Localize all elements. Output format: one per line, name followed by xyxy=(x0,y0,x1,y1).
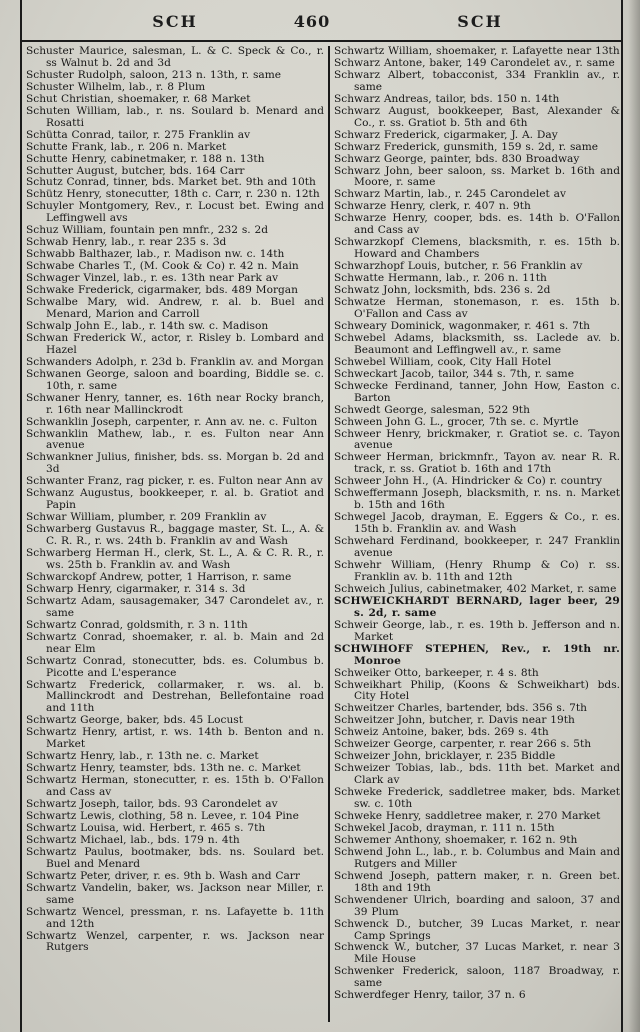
directory-entry: Schwanz Augustus, bookkeeper, r. al. b. Gratiot and Papin xyxy=(26,487,324,512)
directory-entry: Schwartz Joseph, tailor, bds. 93 Carondelet av xyxy=(26,798,278,811)
directory-entry: Schut Christian, shoemaker, r. 68 Market xyxy=(26,92,251,105)
directory-entry: Schwarze Henry, clerk, r. 407 n. 9th xyxy=(334,200,531,213)
directory-entry: SCHWEICKHARDT BERNARD, lager beer, 29 s. 2d, r. same xyxy=(334,594,620,619)
directory-entry: Schweckart Jacob, tailor, 344 s. 7th, r. same xyxy=(334,367,574,380)
directory-entry: Schwartz Paulus, bootmaker, bds. ns. Soulard bet. Buel and Menard xyxy=(26,845,324,870)
directory-entry: Schwarz August, bookkeeper, Bast, Alexander & Co., r. ss. Gratiot b. 5th and 6th xyxy=(334,104,620,129)
directory-entry: Schütz Henry, stonecutter, 18th c. Carr, r. 230 n. 12th xyxy=(26,188,320,201)
directory-entry: Schwarzkopf Clemens, blacksmith, r. es. 15th b. Howard and Chambers xyxy=(334,236,620,261)
directory-entry: Schwanen George, saloon and boarding, Biddle se. c. 10th, r. same xyxy=(26,367,324,392)
directory-entry: Schweitzer John, butcher, r. Davis near 19th xyxy=(334,714,575,727)
directory-entry: Schwend Joseph, pattern maker, r. n. Green bet. 18th and 19th xyxy=(334,869,620,894)
directory-entry: Schwab Henry, lab., r. rear 235 s. 3d xyxy=(26,236,227,249)
directory-entry: Schwalp John E., lab., r. 14th sw. c. Madison xyxy=(26,319,269,332)
directory-columns xyxy=(26,46,620,1022)
directory-entry: Schwartz Michael, lab., bds. 179 n. 4th xyxy=(26,833,240,846)
directory-entry: Schweer Henry, brickmaker, r. Gratiot se. c. Tayon avenue xyxy=(334,427,620,452)
directory-entry: Schwarz George, painter, bds. 830 Broadway xyxy=(334,152,580,165)
directory-entry: Schwanklin Mathew, lab., r. es. Fulton near Ann avenue xyxy=(26,427,324,452)
directory-entry: Schwanter Franz, rag picker, r. es. Fulton near Ann av xyxy=(26,475,323,488)
directory-entry: Schwebel Adams, blacksmith, ss. Laclede av. b. Beaumont and Leffingwell av., r. same xyxy=(334,331,620,356)
directory-entry: Schwanders Adolph, r. 23d b. Franklin av. and Morgan xyxy=(26,355,324,368)
header-section-label-left: SCH xyxy=(152,12,198,31)
directory-entry: Schuyler Montgomery, Rev., r. Locust bet. Ewing and Leffingwell avs xyxy=(26,200,324,225)
directory-entry: Schweizer John, bricklayer, r. 235 Biddle xyxy=(334,750,556,763)
directory-entry: Schwartz Lewis, clothing, 58 n. Levee, r. 104 Pine xyxy=(26,810,299,822)
directory-entry: Schwartz Henry, teamster, bds. 13th ne. c. Market xyxy=(26,762,301,775)
directory-entry: Schwedt George, salesman, 522 9th xyxy=(334,403,530,416)
directory-entry: Schwankner Julius, finisher, bds. ss. Morgan b. 2d and 3d xyxy=(26,451,324,476)
directory-entry: Schwend John L., lab., r. b. Columbus and Main and Rutgers and Miller xyxy=(334,845,620,870)
directory-entry: Schwatte Hermann, lab., r. 206 n. 11th xyxy=(334,272,547,285)
directory-entry: Schwartz Henry, artist, r. ws. 14th b. Benton and n. Market xyxy=(26,726,324,751)
directory-entry: Schwan Frederick W., actor, r. Risley b. Lombard and Hazel xyxy=(26,331,324,356)
directory-entry: Schweffermann Joseph, blacksmith, r. ns. n. Market b. 15th and 16th xyxy=(334,487,620,512)
directory-entry: Schwarz Antone, baker, 149 Carondelet av., r. same xyxy=(334,56,615,69)
directory-entry: Schwarz John, beer saloon, ss. Market b. 16th and Moore, r. same xyxy=(334,164,620,189)
directory-entry: Schweer Herman, brickmnfr., Tayon av. near R. R. track, r. ss. Gratiot b. 16th and 17th xyxy=(334,451,620,476)
directory-entry: Schwarze Henry, cooper, bds. es. 14th b. O'Fallon and Cass av xyxy=(334,212,620,237)
directory-entry: Schuten William, lab., r. ns. Soulard b. Menard and Rosatti xyxy=(26,104,324,129)
directory-entry: Schwarberg Herman H., clerk, St. L., A. & C. R. R., r. ws. 25th b. Franklin av. and Wash xyxy=(26,547,324,571)
directory-entry: Schweich Julius, cabinetmaker, 402 Market, r. same xyxy=(334,582,617,595)
directory-entry: Schwager Vinzel, lab., r. es. 13th near Park av xyxy=(26,272,279,285)
directory-entry: Schwarp Henry, cigarmaker, r. 314 s. 3d xyxy=(26,582,246,595)
directory-entry: Schwartz Peter, driver, r. es. 9th b. Wash and Carr xyxy=(26,869,300,882)
directory-entry: Schwenck D., butcher, 39 Lucas Market, r. near Camp Springs xyxy=(334,917,620,942)
directory-entry: Schuster Rudolph, saloon, 213 n. 13th, r. same xyxy=(26,68,282,81)
directory-entry: Schütta Conrad, tailor, r. 275 Franklin av xyxy=(26,128,251,141)
directory-entry: Schwartz Frederick, collarmaker, r. ws. al. b. Mallinckrodt and Destrehan, Bellefontaine road and 11th xyxy=(26,678,324,715)
directory-entry: Schwarz Albert, tobacconist, 334 Franklin av., r. same xyxy=(334,68,620,93)
directory-entry: Schwanklin Joseph, carpenter, r. Ann av. ne. c. Fulton xyxy=(26,415,318,428)
directory-entry: Schweizer Tobias, lab., bds. 11th bet. Market and Clark av xyxy=(334,762,620,787)
directory-entry: Schwendener Ulrich, boarding and saloon, 37 and 39 Plum xyxy=(334,893,620,918)
directory-entry: Schweke Frederick, saddletree maker, bds. Market sw. c. 10th xyxy=(334,786,620,811)
right-column xyxy=(334,46,620,1022)
directory-entry: Schwartz Wencel, pressman, r. ns. Lafayette b. 11th and 12th xyxy=(26,905,324,930)
directory-entry: Schwerdfeger Henry, tailor, 37 n. 6 xyxy=(334,989,526,1002)
directory-entry: Schwar William, plumber, r. 209 Franklin av xyxy=(26,511,267,524)
header-rule xyxy=(21,40,623,42)
directory-entry: Schwake Frederick, cigarmaker, bds. 489 Morgan xyxy=(26,284,298,297)
column-divider-rule xyxy=(328,46,330,1022)
directory-entry: Schwalbe Mary, wid. Andrew, r. al. b. Buel and Menard, Marion and Carroll xyxy=(26,296,324,320)
page-number: 460 xyxy=(293,12,331,31)
directory-entry: Schwartz Vandelin, baker, ws. Jackson near Miller, r. same xyxy=(26,881,324,906)
header-section-label-right: SCH xyxy=(457,12,503,31)
directory-entry: Schwehard Ferdinand, bookkeeper, r. 247 Franklin avenue xyxy=(334,535,620,560)
directory-entry: Schweary Dominick, wagonmaker, r. 461 s. 7th xyxy=(334,319,590,332)
directory-entry: Schuz William, fountain pen mnfr., 232 s. 2d xyxy=(26,224,269,237)
directory-entry: Schwabb Balthazer, lab., r. Madison nw. c. 14th xyxy=(26,248,285,261)
directory-entry: Schwarz Frederick, gunsmith, 159 s. 2d, r. same xyxy=(334,140,599,153)
directory-entry: Schweizer George, carpenter, r. rear 266 s. 5th xyxy=(334,738,592,751)
directory-entry: Schutte Henry, cabinetmaker, r. 188 n. 13th xyxy=(26,152,265,165)
directory-entry: Schutte Frank, lab., r. 206 n. Market xyxy=(26,140,227,153)
directory-entry: Schweiz Antoine, baker, bds. 269 s. 4th xyxy=(334,726,549,739)
directory-entry: Schween John G. L., grocer, 7th se. c. Myrtle xyxy=(334,415,579,428)
directory-entry: Schweikhart Philip, (Koons & Schweikhart) bds. City Hotel xyxy=(334,678,620,703)
directory-entry: Schwartz Herman, stonecutter, r. es. 15th b. O'Fallon and Cass av xyxy=(26,774,324,799)
page-header xyxy=(0,12,640,38)
directory-entry: Schwemer Anthony, shoemaker, r. 162 n. 9th xyxy=(334,833,578,846)
directory-entry: Schwartz William, shoemaker, r. Lafayette near 13th xyxy=(334,46,620,57)
directory-entry: Schwabe Charles T., (M. Cook & Co) r. 42 n. Main xyxy=(26,260,299,273)
directory-entry: Schwartz Henry, lab., r. 13th ne. c. Market xyxy=(26,750,259,763)
directory-entry: Schwarz Martin, lab., r. 245 Carondelet av xyxy=(334,188,566,201)
directory-entry: Schweir George, lab., r. es. 19th b. Jefferson and n. Market xyxy=(334,618,620,643)
directory-entry: Schwaner Henry, tanner, es. 16th near Rocky branch, r. 16th near Mallinckrodt xyxy=(26,391,324,416)
directory-entry: Schwarz Andreas, tailor, bds. 150 n. 14th xyxy=(334,92,560,105)
directory-entry: Schwartz Adam, sausagemaker, 347 Carondelet av., r. same xyxy=(26,594,324,619)
directory-entry: Schwarberg Gustavus R., baggage master, St. L., A. & C. R. R., r. ws. 24th b. Franklin av and Wash xyxy=(26,523,324,548)
left-column xyxy=(26,46,324,1022)
directory-entry: Schwenck W., butcher, 37 Lucas Market, r. near 3 Mile House xyxy=(334,941,620,966)
directory-entry: Schwatze Herman, stonemason, r. es. 15th b. O'Fallon and Cass av xyxy=(334,296,620,320)
directory-entry: Schwenker Frederick, saloon, 1187 Broadway, r. same xyxy=(334,965,620,990)
directory-entry: Schweiker Otto, barkeeper, r. 4 s. 8th xyxy=(334,666,539,679)
directory-entry: Schwartz Conrad, goldsmith, r. 3 n. 11th xyxy=(26,618,248,631)
directory-entry: Schuster Wilhelm, lab., r. 8 Plum xyxy=(26,80,206,93)
directory-entry: Schwartz Wenzel, carpenter, r. ws. Jackson near Rutgers xyxy=(26,929,324,954)
directory-entry: Schwehr William, (Henry Rhump & Co) r. ss. Franklin av. b. 11th and 12th xyxy=(334,558,620,583)
directory-entry: Schutz Conrad, tinner, bds. Market bet. 9th and 10th xyxy=(26,176,316,189)
directory-entry: Schwarzhopf Louis, butcher, r. 56 Franklin av xyxy=(334,260,583,273)
directory-entry: Schwecke Ferdinand, tanner, John How, Easton c. Barton xyxy=(334,379,620,404)
directory-entry: Schweitzer Charles, bartender, bds. 356 s. 7th xyxy=(334,702,587,715)
directory-entry: Schwartz Conrad, stonecutter, bds. es. Columbus b. Picotte and L'esperance xyxy=(26,654,324,679)
page-edge-shadow xyxy=(628,0,640,1032)
left-border-rule xyxy=(20,0,22,1032)
directory-entry: Schwartz Louisa, wid. Herbert, r. 465 s. 7th xyxy=(26,821,266,834)
directory-entry: Schweer John H., (A. Hindricker & Co) r. country xyxy=(334,475,602,488)
directory-entry: Schwarckopf Andrew, potter, 1 Harrison, r. same xyxy=(26,570,292,583)
directory-entry: SCHWIHOFF STEPHEN, Rev., r. 19th nr. Monroe xyxy=(334,642,620,667)
directory-entry: Schwartz George, baker, bds. 45 Locust xyxy=(26,714,243,727)
directory-entry: Schwatz John, locksmith, bds. 236 s. 2d xyxy=(334,284,551,297)
directory-entry: Schwarz Frederick, cigarmaker, J. A. Day xyxy=(334,128,558,141)
directory-entry: Schwekel Jacob, drayman, r. 111 n. 15th xyxy=(334,821,555,834)
directory-entry: Schuster Maurice, salesman, L. & C. Speck & Co., r. ss Walnut b. 2d and 3d xyxy=(26,46,324,69)
right-border-rule xyxy=(621,0,623,1032)
directory-entry: Schwebel William, cook, City Hall Hotel xyxy=(334,355,552,368)
directory-entry: Schutter August, butcher, bds. 164 Carr xyxy=(26,164,245,177)
directory-entry: Schwartz Conrad, shoemaker, r. al. b. Main and 2d near Elm xyxy=(26,630,324,655)
directory-entry: Schweke Henry, saddletree maker, r. 270 Market xyxy=(334,810,601,822)
directory-entry: Schwegel Jacob, drayman, E. Eggers & Co., r. es. 15th b. Franklin av. and Wash xyxy=(334,511,620,536)
